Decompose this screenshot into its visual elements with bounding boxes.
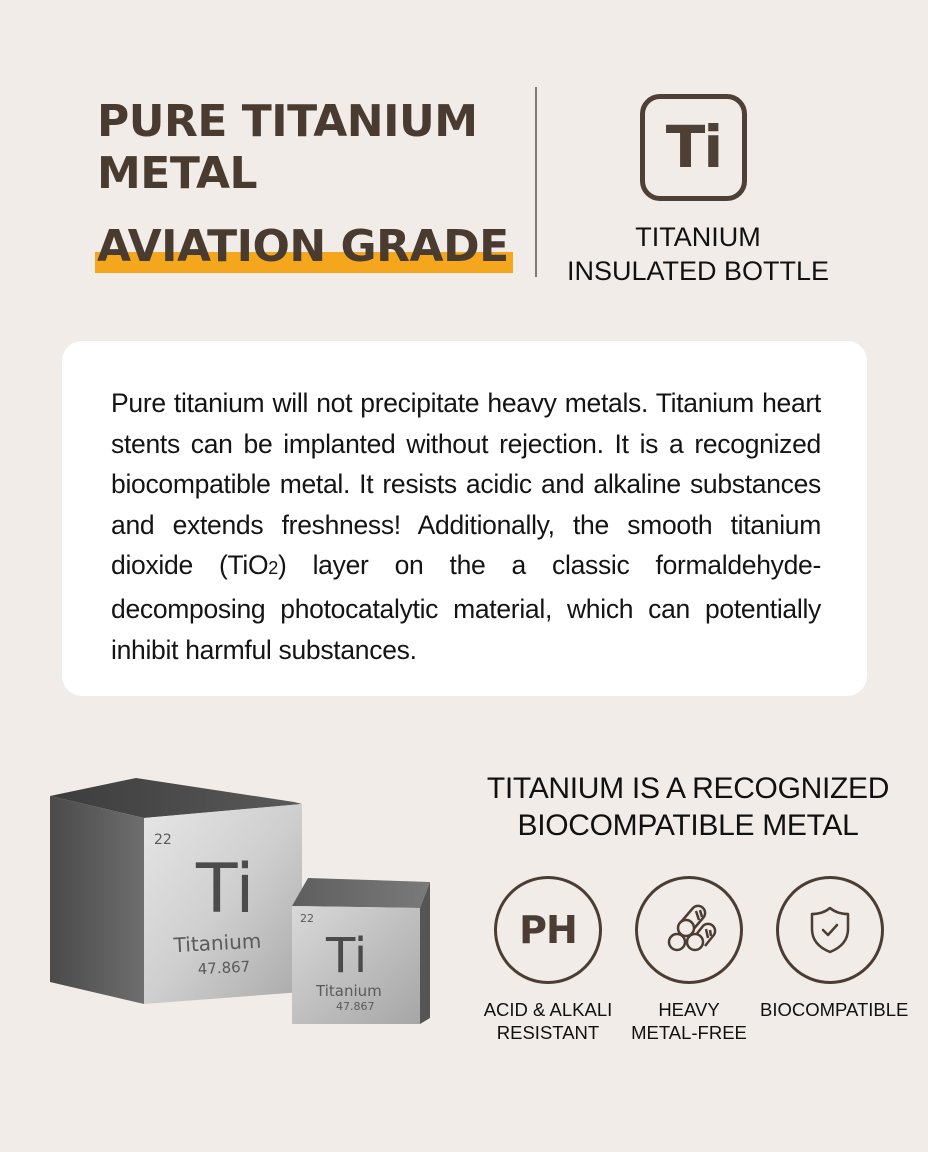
large-cube-mass: 47.867 (197, 957, 251, 979)
titanium-element-badge-icon (640, 94, 747, 201)
aviation-grade-highlight (97, 222, 509, 272)
small-cube-number: 22 (300, 912, 314, 925)
ph-icon: PH (494, 876, 602, 984)
features-title-line-2: BIOCOMPATIBLE METAL (517, 809, 859, 842)
features-title (478, 770, 898, 844)
metal-rods-icon (635, 876, 743, 984)
badge-symbol: Ti (665, 112, 722, 181)
headline-line-2: METAL (97, 148, 258, 199)
badge-caption-line-1: TITANIUM (635, 222, 761, 252)
large-cube-symbol: Ti (196, 850, 255, 929)
titanium-cubes-image (46, 774, 436, 1034)
vertical-divider (535, 87, 537, 277)
feature-acid-alkali-resistant (478, 876, 618, 1044)
feature-label: HEAVY METAL-FREE (631, 999, 747, 1043)
description-card (62, 341, 867, 696)
badge-caption-line-2: INSULATED BOTTLE (566, 256, 830, 286)
small-cube-mass: 47.867 (336, 1000, 375, 1013)
aviation-grade-text: AVIATION GRADE (97, 221, 509, 272)
feature-heavy-metal-free (619, 876, 759, 1044)
feature-biocompatible (760, 876, 909, 1021)
large-cube-number: 22 (154, 832, 172, 848)
description-text: Pure titanium will not precipitate heavy metals. Titanium heart stents can be implanted without rejection. It is a recognized biocompatible metal. It resists acidic and alkaline substances and extends freshness! Additionally, the smooth titanium dioxide (TiO2) layer on the a classic formaldehyde-decomposing photocatalytic material, which can potentially inhibit harmful substances. (111, 388, 821, 665)
headline (97, 96, 517, 272)
small-cube-name: Titanium (316, 982, 382, 1000)
large-cube-name: Titanium (173, 928, 262, 958)
small-cube-symbol: Ti (326, 928, 368, 984)
feature-label: ACID & ALKALI RESISTANT (483, 999, 613, 1043)
features-title-line-1: TITANIUM IS A RECOGNIZED (486, 772, 890, 805)
feature-label: BIOCOMPATIBLE (760, 999, 909, 1020)
shield-check-icon (776, 876, 884, 984)
headline-line-1: PURE TITANIUM (97, 96, 478, 147)
badge-caption (548, 220, 848, 288)
